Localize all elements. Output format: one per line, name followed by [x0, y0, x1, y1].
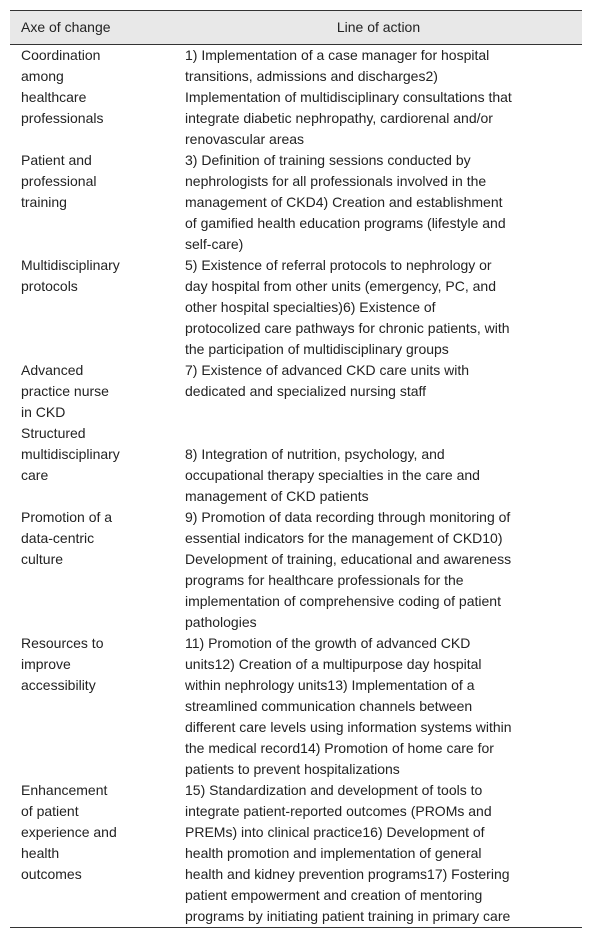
- action-line: programs by initiating patient training in primary care: [185, 908, 511, 924]
- action-line: health and kidney prevention programs17) Fostering: [185, 866, 510, 882]
- table-body: [10, 45, 582, 928]
- axe-line: professionals: [21, 110, 104, 126]
- action-line: occupational therapy specialties in the care and: [185, 467, 480, 483]
- action-line: day hospital from other units (emergency, PC, and: [185, 278, 497, 294]
- cell-line-of-action: [175, 507, 582, 633]
- cell-axe-of-change: [10, 360, 175, 423]
- axe-line: care: [21, 467, 49, 483]
- axe-line: protocols: [21, 278, 78, 294]
- axe-line: Coordination: [21, 47, 101, 63]
- axe-line: in CKD: [21, 404, 66, 420]
- cell-line-of-action: [175, 45, 582, 151]
- axe-line: multidisciplinary: [21, 446, 120, 462]
- cell-spacer: [185, 423, 576, 444]
- action-line: other hospital specialties)6) Existence of: [185, 299, 436, 315]
- table-header-row: [10, 11, 582, 45]
- header-line-of-action: Line of action: [175, 11, 582, 45]
- axe-line: Enhancement: [21, 782, 108, 798]
- action-line: programs for healthcare professionals for the: [185, 572, 464, 588]
- axe-line: of patient: [21, 803, 79, 819]
- axe-line: outcomes: [21, 866, 82, 882]
- action-line: 15) Standardization and development of tools to: [185, 782, 483, 798]
- action-line: 5) Existence of referral protocols to nephrology or: [185, 257, 492, 273]
- axe-line: Multidisciplinary: [21, 257, 120, 273]
- table-row: [10, 255, 582, 360]
- action-line: management of CKD4) Creation and establishment: [185, 194, 503, 210]
- axe-line: health: [21, 845, 60, 861]
- table-row: [10, 507, 582, 633]
- action-line: 9) Promotion of data recording through monitoring of: [185, 509, 511, 525]
- action-table: [10, 10, 582, 928]
- axe-line: data-centric: [21, 530, 95, 546]
- action-line: essential indicators for the management of CKD10): [185, 530, 503, 546]
- action-line: protocolized care pathways for chronic patients, with: [185, 320, 510, 336]
- action-line: 11) Promotion of the growth of advanced CKD: [185, 635, 471, 651]
- action-line: 8) Integration of nutrition, psychology, and: [185, 446, 445, 462]
- action-line: PREMs) into clinical practice16) Development of: [185, 824, 485, 840]
- action-line: health promotion and implementation of general: [185, 845, 482, 861]
- axe-line: among: [21, 68, 64, 84]
- axe-line: experience and: [21, 824, 117, 840]
- action-line: 3) Definition of training sessions conducted by: [185, 152, 471, 168]
- axe-line: improve: [21, 656, 71, 672]
- axe-line: accessibility: [21, 677, 96, 693]
- action-line: the participation of multidisciplinary groups: [185, 341, 449, 357]
- action-table-container: [10, 10, 582, 928]
- table-row: [10, 780, 582, 928]
- cell-axe-of-change: [10, 150, 175, 255]
- axe-line: practice nurse: [21, 383, 109, 399]
- action-line: pathologies: [185, 614, 257, 630]
- action-line: transitions, admissions and discharges2): [185, 68, 438, 84]
- axe-line: culture: [21, 551, 64, 567]
- axe-line: Advanced: [21, 362, 84, 378]
- action-line: patients to prevent hospitalizations: [185, 761, 400, 777]
- axe-line: professional: [21, 173, 97, 189]
- header-axe-of-change: Axe of change: [10, 11, 175, 45]
- axe-line: healthcare: [21, 89, 87, 105]
- action-line: Development of training, educational and awareness: [185, 551, 512, 567]
- axe-line: Promotion of a: [21, 509, 113, 525]
- axe-line: training: [21, 194, 67, 210]
- cell-line-of-action: [175, 360, 582, 423]
- action-line: units12) Creation of a multipurpose day hospital: [185, 656, 482, 672]
- axe-line: Patient and: [21, 152, 92, 168]
- action-line: the medical record14) Promotion of home care for: [185, 740, 494, 756]
- action-line: implementation of comprehensive coding of patient: [185, 593, 501, 609]
- cell-axe-of-change: [10, 633, 175, 780]
- action-line: different care levels using information systems within: [185, 719, 512, 735]
- cell-line-of-action: [175, 150, 582, 255]
- table-row: [10, 633, 582, 780]
- axe-line: Structured: [21, 425, 86, 441]
- table-row: [10, 45, 582, 151]
- cell-line-of-action: [175, 423, 582, 507]
- cell-axe-of-change: [10, 255, 175, 360]
- action-line: patient empowerment and creation of mentoring: [185, 887, 483, 903]
- action-line: Implementation of multidisciplinary consultations that: [185, 89, 512, 105]
- action-line: integrate diabetic nephropathy, cardiorenal and/or: [185, 110, 493, 126]
- action-line: 7) Existence of advanced CKD care units with: [185, 362, 470, 378]
- table-row: [10, 360, 582, 423]
- cell-line-of-action: [175, 255, 582, 360]
- action-line: within nephrology units13) Implementation of a: [185, 677, 475, 693]
- cell-axe-of-change: [10, 780, 175, 928]
- cell-line-of-action: [175, 633, 582, 780]
- action-line: integrate patient-reported outcomes (PROMs and: [185, 803, 492, 819]
- action-line: of gamified health education programs (lifestyle and: [185, 215, 506, 231]
- table-row: [10, 423, 582, 507]
- table-row: [10, 150, 582, 255]
- action-line: nephrologists for all professionals involved in the: [185, 173, 487, 189]
- action-line: 1) Implementation of a case manager for hospital: [185, 47, 490, 63]
- action-line: management of CKD patients: [185, 488, 369, 504]
- cell-axe-of-change: [10, 45, 175, 151]
- action-line: streamlined communication channels between: [185, 698, 473, 714]
- action-line: self-care): [185, 236, 244, 252]
- action-line: renovascular areas: [185, 131, 305, 147]
- cell-axe-of-change: [10, 423, 175, 507]
- axe-line: Resources to: [21, 635, 104, 651]
- cell-line-of-action: [175, 780, 582, 928]
- cell-axe-of-change: [10, 507, 175, 633]
- action-line: dedicated and specialized nursing staff: [185, 383, 427, 399]
